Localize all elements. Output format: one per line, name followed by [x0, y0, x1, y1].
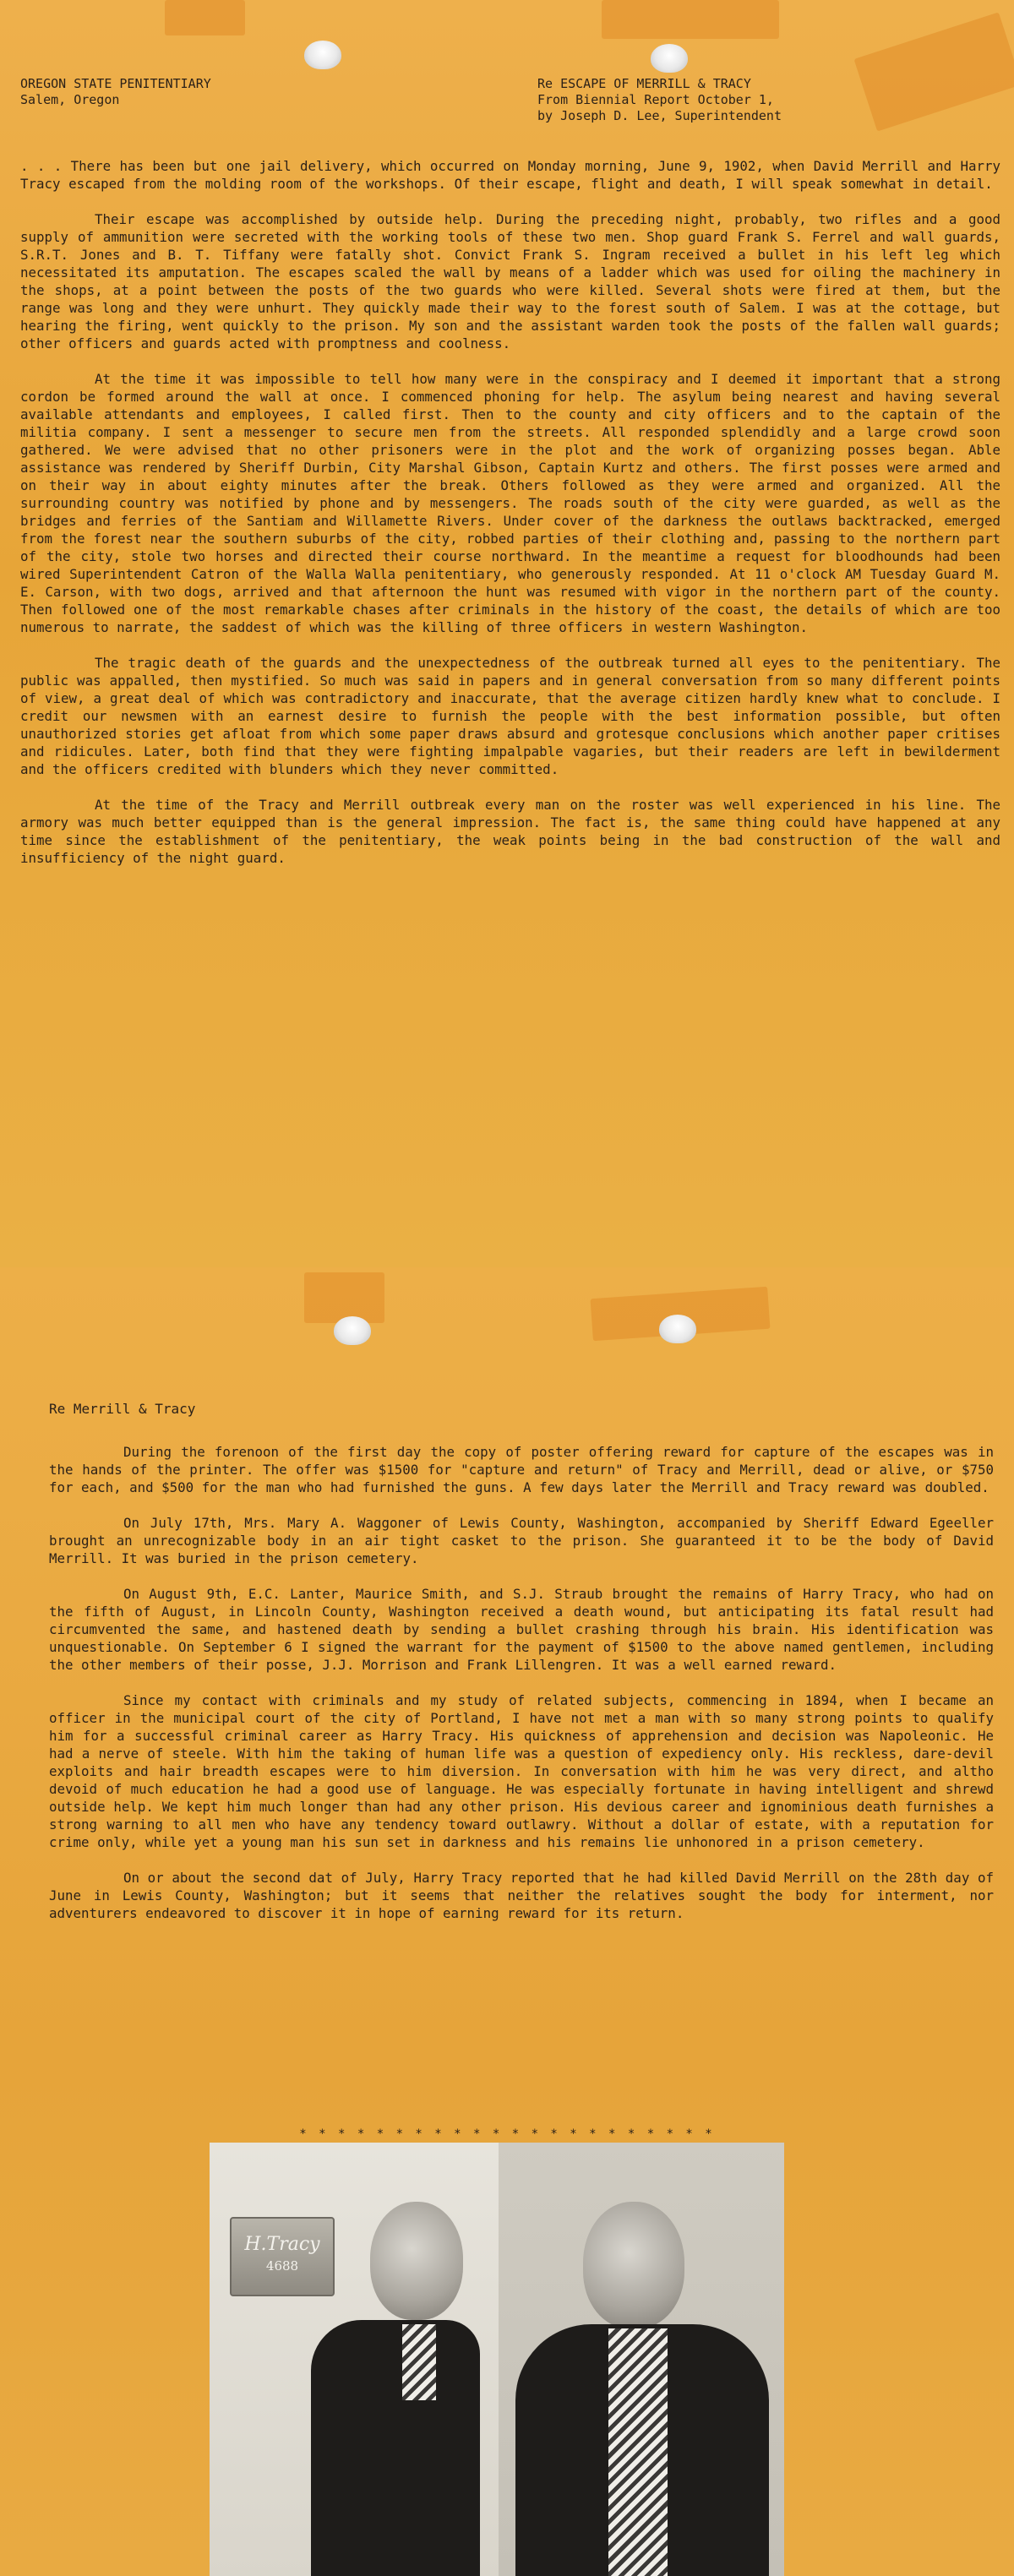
tape-strip	[602, 0, 779, 39]
mugshot-photo	[210, 2143, 784, 2576]
paragraph: Since my contact with criminals and my study of related subjects, commencing in 1894, when I became an officer in the municipal court of the city of Portland, I have not met a man with so many strong points to qualify him for a successful criminal career as Harry Tracy. His quickness of apprehension and decision was Napoleonic. He had a nerve of steele. With him the taking of human life was a question of expediency only. His reckless, dare-devil exploits and hair breadth escapes were to him diversion. In conversation with him he was very direct, and altho devoid of much education he had a good use of language. He was especially fortunate in having intelligent and shrewd outside help. We kept him much longer than had any other prison. His devious career and ignominious death furnishes a strong warning to all men who have any tendency toward outlawry. Without a dollar of estate, with a reputation for crime only, while yet a young man his sun set in darkness and his remains lie unhonored in a prison cemetery.	[49, 1692, 994, 1850]
paragraph: At the time it was impossible to tell how many were in the conspiracy and I deemed it important that a strong cordon be formed around the wall at once. I commenced phoning for help. The asylum being nearest and having several available attendants and employees, I called first. Then to the county and city officers and to the captain of the militia company. I sent a messenger to secure men from the streets. All responded splendidly and a large crowd soon gathered. We were advised that no other prisoners were in the plot and the work of organizing posses began. Able assistance was rendered by Sheriff Durbin, City Marshal Gibson, Captain Kurtz and others. The first posses were armed and on their way in about eighty minutes after the break. Others followed as they were armed and organized. All the surrounding country was notified by phone and by messengers. The roads south of the city were guarded, as well as the bridges and ferries of the Santiam and Willamette Rivers. Under cover of the darkness the outlaws backtracked, emerged from the forest near the southern suburbs of the city, robbed parties of their clothing and, passing to the northern part of the city, stole two horses and directed their course northward. In the meantime a request for bloodhounds had been wired Superintendent Catron of the Walla Walla penitentiary, who generously responded. At 11 o'clock AM Tuesday Guard M. E. Carson, with two dogs, arrived and that afternoon the hunt was resumed with vigor in the northern part of the county. Then followed one of the most remarkable chases after criminals in the history of the coast, the details of which are too numerous to narrate, the saddest of which was the killing of three officers in western Washington.	[20, 371, 1000, 635]
identification-plaque	[230, 2217, 335, 2296]
page1-body	[20, 157, 1000, 885]
paragraph: Their escape was accomplished by outside help. During the preceding night, probably, two rifles and a good supply of ammunition were secreted with the working tools of these two men. Shop guard Frank S. Ferrel and wall guards, S.R.T. Jones and B. T. Tiffany were fatally shot. Convict Frank S. Ingram received a bullet in his left leg which necessitated its amputation. The escapes scaled the wall by means of a ladder which was used for oiling the machinery in the shops, at a point between the posts of the two guards who were killed. Several shots were fired at them, but the range was long and they were unhurt. They quickly made their way to the forest south of Salem. I was at the cottage, but hearing the firing, went quickly to the prison. My son and the assistant warden took the posts of the fallen wall guards; other officers and guards acted with promptness and coolness.	[20, 211, 1000, 351]
section-heading: Re Merrill & Tracy	[49, 1401, 196, 1417]
binder-hole	[651, 44, 688, 73]
paragraph: . . . There has been but one jail delivery, which occurred on Monday morning, June 9, 1902, when David Merrill and Harry Tracy escaped from the molding room of the workshops. Of their escape, flight and death, I will speak somewhat in detail.	[20, 158, 1000, 192]
profile-coat	[311, 2320, 480, 2576]
tape-strip	[165, 0, 245, 35]
profile-view	[210, 2143, 499, 2576]
front-head	[583, 2202, 684, 2328]
paragraph: At the time of the Tracy and Merrill outbreak every man on the roster was well experienced in his line. The armory was much better equipped than is the general impression. The fact is, the same thing could have happened at any time since the establishment of the penitentiary, the weak points being in the bad construction of the wall and insufficiency of the night guard.	[20, 797, 1000, 866]
paragraph: On July 17th, Mrs. Mary A. Waggoner of Lewis County, Washington, accompanied by Sheriff Edward Egeeller brought an unrecognizable body in an air tight casket to the prison. She guaranteed it to be the body of David Merrill. It was buried in the prison cemetery.	[49, 1515, 994, 1566]
front-view	[499, 2143, 784, 2576]
binder-hole	[334, 1316, 371, 1345]
header-report-info: Re ESCAPE OF MERRILL & TRACY From Biennial Report October 1, by Joseph D. Lee, Superintendent	[537, 76, 782, 123]
header-institution: OREGON STATE PENITENTIARY Salem, Oregon	[20, 76, 211, 107]
paragraph: During the forenoon of the first day the copy of poster offering reward for capture of the escapes was in the hands of the printer. The offer was $1500 for "capture and return" of Tracy and Merrill, dead or alive, or $750 for each, and $500 for the man who had furnished the guns. A few days later the Merrill and Tracy reward was doubled.	[49, 1444, 994, 1495]
plaque-number: 4688	[265, 2258, 299, 2274]
tape-strip	[853, 12, 1014, 131]
paragraph: On or about the second dat of July, Harry Tracy reported that he had killed David Merrill on the 28th day of June in Lewis County, Washington; but it seems that neither the relatives sought the body for interment, nor adventurers endeavored to discover it in hope of earning reward for its return.	[49, 1870, 994, 1921]
plaque-name: H.Tracy	[244, 2234, 320, 2255]
paragraph: On August 9th, E.C. Lanter, Maurice Smith, and S.J. Straub brought the remains of Harry Tracy, who had on the fifth of August, in Lincoln County, Washington received a death wound, but anticipating its fatal result had circumvented the same, and hastened death by sending a bullet crashing through his brain. His identification was unquestionable. On September 6 I signed the warrant for the payment of $1500 to the above named gentlemen, including the other members of their posse, J.J. Morrison and Frank Lillengren. It was a well earned reward.	[49, 1586, 994, 1673]
profile-collar	[402, 2324, 436, 2400]
separator-stars: * * * * * * * * * * * * * * * * * * * * * *	[299, 2127, 715, 2141]
document-page-2	[0, 1267, 1014, 2576]
binder-hole	[659, 1315, 696, 1343]
binder-hole	[304, 41, 341, 69]
paragraph: The tragic death of the guards and the unexpectedness of the outbreak turned all eyes to the penitentiary. The public was appalled, then mystified. So much was said in papers and in general conversation from so many different points of view, a great deal of which was contradictory and inaccurate, that the average citizen hardly knew what to conclude. I credit our newsmen with an earnest desire to furnish the people with the best information possible, but often unauthorized stories get afloat from which some paper draws absurd and grotesque conclusions which another paper critises and ridicules. Later, both find that they were fighting impalpable vagaries, but their readers are left in bewilderment and the officers credited with blunders which they never committed.	[20, 655, 1000, 777]
striped-shirt	[608, 2328, 668, 2576]
profile-head	[370, 2202, 463, 2320]
tape-strip	[304, 1272, 384, 1323]
page2-body	[49, 1443, 994, 1940]
document-page-1	[0, 0, 1014, 1267]
